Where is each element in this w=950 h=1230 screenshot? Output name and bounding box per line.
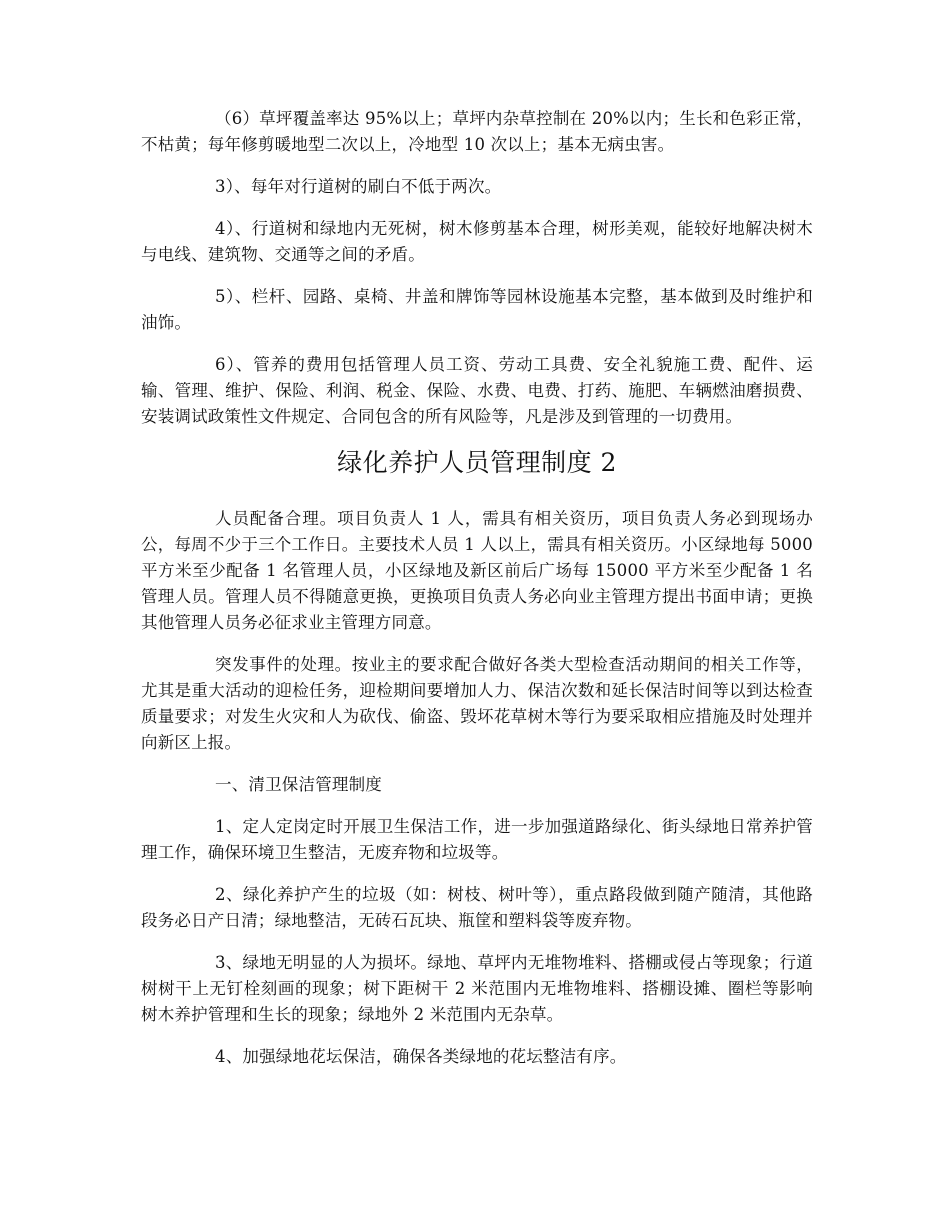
paragraph-staffing: 人员配备合理。项目负责人 1 人，需具有相关资历，项目负责人务必到现场办公，每周不少于三个工作日。主要技术人员 1 人以上，需具有相关资历。小区绿地每 5000 平方米至少配备 1 名管理人员，小区绿地及新区前后广场每 15000 平方米至少配备 1 名管理人员。管理人员不得随意更换，更换项目负责人务必向业主管理方提出书面申请；更换其他管理人员务必征求业主管理方同意。: [141, 509, 813, 632]
paragraph-cleaning-item-4: 4、加强绿地花坛保洁，确保各类绿地的花坛整洁有序。: [215, 1047, 627, 1066]
paragraph-cleaning-item-1: 1、定人定岗定时开展卫生保洁工作，进一步加强道路绿化、街头绿地日常养护管理工作，确保环境卫生整洁，无废弃物和垃圾等。: [141, 817, 813, 862]
paragraph-emergency-handling: 突发事件的处理。按业主的要求配合做好各类大型检查活动期间的相关工作等，尤其是重大活动的迎检任务，迎检期间要增加人力、保洁次数和延长保洁时间等以到达检查质量要求；对发生火灾和人为砍伐、偷盗、毁坏花草树木等行为要采取相应措施及时处理并向新区上报。: [141, 655, 813, 752]
paragraph-cleaning-item-3: 3、绿地无明显的人为损坏。绿地、草坪内无堆物堆料、搭棚或侵占等现象；行道树树干上无钉栓刻画的现象；树下距树干 2 米范围内无堆物堆料、搭棚设摊、圈栏等影响树木养护管理和生长的现象；绿地外 2 米范围内无杂草。: [141, 953, 813, 1024]
document-page: [141, 106, 813, 1086]
paragraph-dead-trees: 4）、行道树和绿地内无死树，树木修剪基本合理，树形美观，能较好地解决树木与电线、建筑物、交通等之间的矛盾。: [141, 219, 813, 264]
paragraph-cleaning-item-2: 2、绿化养护产生的垃圾（如：树枝、树叶等），重点路段做到随产随清，其他路段务必日产日清；绿地整洁，无砖石瓦块、瓶筐和塑料袋等废弃物。: [141, 885, 813, 930]
paragraph-maintenance-costs: 6）、管养的费用包括管理人员工资、劳动工具费、安全礼貌施工费、配件、运输、管理、维护、保险、利润、税金、保险、水费、电费、打药、施肥、车辆燃油磨损费、安装调试政策性文件规定、合同包含的所有风险等，凡是涉及到管理的一切费用。: [141, 355, 813, 426]
section-heading: 绿化养护人员管理制度 2: [337, 448, 617, 477]
paragraph-facilities: 5）、栏杆、园路、桌椅、井盖和牌饰等园林设施基本完整，基本做到及时维护和油饰。: [141, 287, 813, 332]
subheading-cleaning-rules: 一、清卫保洁管理制度: [215, 775, 382, 794]
paragraph-lawn-standards: （6）草坪覆盖率达 95%以上；草坪内杂草控制在 20%以内；生长和色彩正常，不枯黄；每年修剪暖地型二次以上，冷地型 10 次以上；基本无病虫害。: [141, 109, 813, 154]
paragraph-tree-whitewash: 3）、每年对行道树的刷白不低于两次。: [215, 177, 502, 196]
